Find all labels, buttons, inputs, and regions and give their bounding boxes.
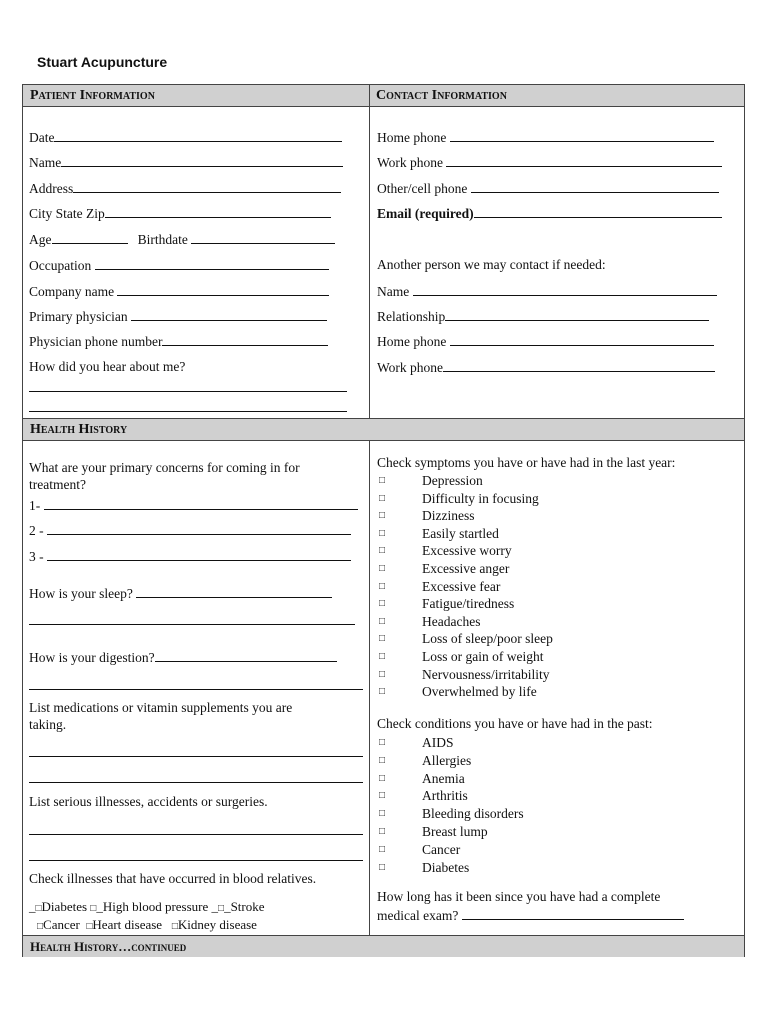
relative-cancer-checkbox[interactable]: □Cancer: [37, 917, 80, 932]
symptom-label: Difficulty in focusing: [422, 490, 539, 506]
medications-line-1[interactable]: [29, 755, 363, 757]
symptom-checkbox[interactable]: □: [379, 580, 386, 592]
condition-label: Allergies: [422, 752, 472, 768]
occupation-field[interactable]: Occupation: [29, 257, 329, 274]
condition-label: Cancer: [422, 841, 461, 857]
medications-label: List medications or vitamin supplements you are: [29, 700, 293, 715]
illnesses-line-2[interactable]: [29, 859, 363, 861]
page-title: Stuart Acupuncture: [37, 54, 168, 70]
cell-phone-field[interactable]: Other/cell phone: [377, 180, 719, 197]
relative-hbp-checkbox[interactable]: □_High blood pressure: [90, 899, 209, 914]
condition-label: Arthritis: [422, 788, 468, 804]
concern-2-field[interactable]: 2 -: [29, 522, 351, 539]
condition-checkbox[interactable]: □: [379, 754, 386, 766]
symptom-checkbox[interactable]: □: [379, 651, 386, 662]
conditions-label: Check conditions you have or have had in the past:: [377, 716, 653, 731]
another-contact-label: Another person we may contact if needed:: [377, 257, 606, 272]
symptom-checkbox[interactable]: □: [379, 633, 386, 645]
health-history-continued-header: Health History…continued: [23, 936, 744, 957]
relationship-field[interactable]: Relationship: [377, 308, 709, 325]
company-field[interactable]: Company name: [29, 283, 329, 300]
exam-label: How long has it been since you have had a complete: [377, 889, 661, 904]
concerns-label: What are your primary concerns for coming in for: [29, 460, 300, 475]
relative-stroke-checkbox[interactable]: _□_Stroke: [211, 899, 265, 914]
illnesses-label: List serious illnesses, accidents or surgeries.: [29, 794, 268, 809]
symptom-checkbox[interactable]: □: [379, 527, 386, 539]
symptom-label: Dizziness: [422, 508, 475, 524]
symptom-label: Loss of sleep/poor sleep: [422, 631, 553, 647]
symptom-checkbox[interactable]: □: [379, 475, 386, 486]
relatives-row-2: [37, 917, 257, 935]
symptom-label: Excessive anger: [422, 561, 510, 576]
work-phone-field[interactable]: Work phone: [377, 154, 722, 171]
condition-label: Anemia: [422, 770, 465, 786]
condition-checkbox[interactable]: □: [379, 772, 386, 784]
symptom-label: Easily startled: [422, 525, 499, 541]
condition-checkbox[interactable]: □: [379, 861, 386, 873]
date-field[interactable]: Date: [29, 129, 342, 146]
symptom-checkbox[interactable]: □: [379, 615, 386, 627]
patient-info-header: Patient Information: [23, 85, 369, 107]
birthdate-label: Birthdate: [137, 232, 188, 247]
condition-checkbox[interactable]: □: [379, 808, 386, 820]
digestion-line-2[interactable]: [29, 688, 363, 690]
symptom-label: Overwhelmed by life: [422, 684, 537, 700]
condition-label: Breast lump: [422, 824, 488, 839]
column-divider: [369, 85, 370, 419]
primary-physician-field[interactable]: Primary physician: [29, 308, 327, 325]
symptom-label: Depression: [422, 473, 483, 488]
symptom-checkbox[interactable]: □: [379, 510, 386, 522]
symptom-label: Excessive fear: [422, 578, 501, 594]
symptom-checkbox[interactable]: □: [379, 668, 386, 680]
home-phone-field[interactable]: Home phone: [377, 129, 714, 146]
condition-checkbox[interactable]: □: [379, 737, 386, 748]
relative-heart-checkbox[interactable]: □Heart disease: [86, 917, 163, 932]
condition-label: Bleeding disorders: [422, 806, 524, 822]
physician-phone-field[interactable]: Physician phone number: [29, 333, 328, 350]
city-state-zip-field[interactable]: City State Zip: [29, 205, 331, 222]
hear-about-line-2[interactable]: [29, 410, 347, 412]
concern-3-field[interactable]: 3 -: [29, 548, 351, 565]
condition-label: Diabetes: [422, 859, 470, 875]
symptom-label: Fatigue/tiredness: [422, 596, 515, 612]
address-field[interactable]: Address: [29, 180, 341, 197]
digestion-field[interactable]: How is your digestion?: [29, 649, 337, 666]
contact-home-phone-field[interactable]: Home phone: [377, 333, 714, 350]
health-history-header: Health History: [23, 419, 744, 441]
condition-label: AIDS: [422, 735, 454, 750]
symptom-checkbox[interactable]: □: [379, 686, 386, 698]
intake-form: [22, 84, 745, 957]
symptom-label: Excessive worry: [422, 543, 512, 559]
relatives-row-1: [29, 899, 265, 917]
medications-line-2[interactable]: [29, 781, 363, 783]
column-divider-2: [369, 441, 370, 935]
name-field[interactable]: Name: [29, 154, 343, 171]
illnesses-line-1[interactable]: [29, 833, 363, 835]
relatives-label: Check illnesses that have occurred in blood relatives.: [29, 871, 317, 886]
contact-name-field[interactable]: Name: [377, 283, 717, 300]
contact-info-header: Contact Information: [369, 85, 744, 107]
symptom-checkbox[interactable]: □: [379, 563, 386, 574]
symptom-checkbox[interactable]: □: [379, 545, 386, 557]
concerns-label-2: treatment?: [29, 477, 86, 492]
relative-kidney-checkbox[interactable]: □Kidney disease: [171, 917, 257, 932]
exam-field[interactable]: medical exam?: [377, 907, 684, 924]
condition-checkbox[interactable]: □: [379, 790, 386, 802]
condition-checkbox[interactable]: □: [379, 843, 386, 855]
relative-diabetes-checkbox[interactable]: _□Diabetes: [29, 899, 88, 914]
concern-1-field[interactable]: 1-: [29, 497, 358, 514]
sleep-line-2[interactable]: [29, 623, 355, 625]
medications-label-2: taking.: [29, 717, 67, 732]
contact-work-phone-field[interactable]: Work phone: [377, 359, 715, 376]
hear-about-line-1[interactable]: [29, 390, 347, 392]
symptom-checkbox[interactable]: □: [379, 492, 386, 504]
symptom-label: Loss or gain of weight: [422, 649, 544, 664]
symptom-label: Headaches: [422, 613, 481, 629]
email-field[interactable]: Email (required): [377, 205, 722, 222]
symptom-checkbox[interactable]: □: [379, 598, 386, 610]
symptom-label: Nervousness/irritability: [422, 666, 550, 682]
condition-checkbox[interactable]: □: [379, 826, 386, 837]
sleep-field[interactable]: How is your sleep?: [29, 585, 332, 602]
symptoms-label: Check symptoms you have or have had in the last year:: [377, 455, 676, 470]
hear-about-label: How did you hear about me?: [29, 359, 186, 374]
age-field[interactable]: Age Birthdate: [29, 231, 335, 248]
